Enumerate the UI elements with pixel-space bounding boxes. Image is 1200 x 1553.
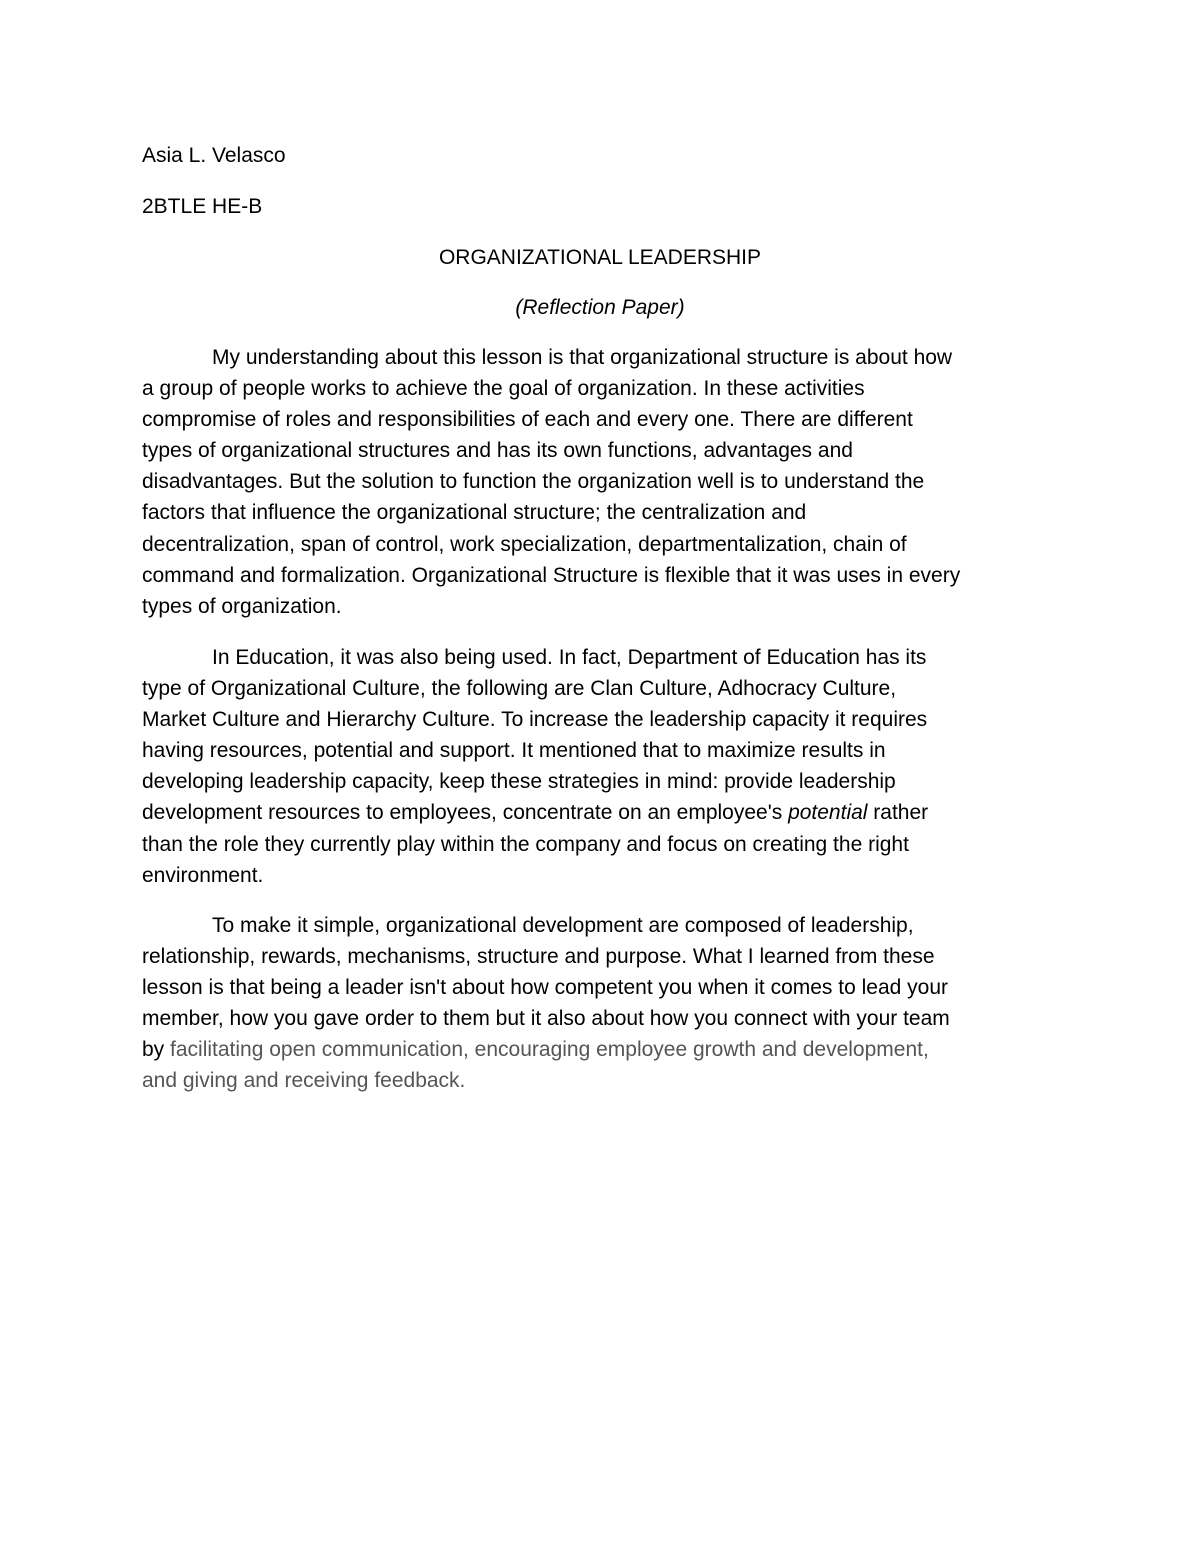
- paragraph-line: disadvantages. But the solution to function the organization well is to understand the: [142, 470, 925, 494]
- paragraph-line: than the role they currently play within the company and focus on creating the right: [142, 832, 909, 856]
- paragraph-line-faded: and giving and receiving feedback.: [142, 1069, 466, 1093]
- paragraph-line: lesson is that being a leader isn't about how competent you when it comes to lead your: [142, 976, 948, 1000]
- author-name: Asia L. Velasco: [142, 144, 286, 167]
- paragraph-line: types of organizational structures and has its own functions, advantages and: [142, 439, 853, 463]
- paragraph-line: type of Organizational Culture, the following are Clan Culture, Adhocracy Culture,: [142, 677, 897, 701]
- paragraph-line: command and formalization. Organizational Structure is flexible that it was uses in every: [142, 563, 961, 587]
- paragraph-3: [142, 910, 1082, 1097]
- paragraph-2: [142, 642, 1082, 891]
- paragraph-line: compromise of roles and responsibilities of each and every one. There are different: [142, 408, 913, 432]
- paragraph-line-emphasis: [142, 797, 1082, 828]
- paragraph-line: relationship, rewards, mechanisms, structure and purpose. What I learned from these: [142, 945, 935, 969]
- paragraph-line: a group of people works to achieve the goal of organization. In these activities: [142, 377, 865, 401]
- paragraph-line: factors that influence the organizational structure; the centralization and: [142, 501, 807, 525]
- paragraph-line: Market Culture and Hierarchy Culture. To increase the leadership capacity it requires: [142, 708, 928, 732]
- mixed-line-faded: facilitating open communication, encouraging employee growth and development,: [170, 1038, 929, 1062]
- paragraph-line: member, how you gave order to them but it also about how you connect with your team: [142, 1007, 950, 1031]
- paragraph-line: environment.: [142, 863, 264, 887]
- paragraph-line: To make it simple, organizational development are composed of leadership,: [212, 914, 914, 937]
- emphasis-line-start: development resources to employees, concentrate on an employee's: [142, 801, 789, 825]
- paragraph-line-mixed: [142, 1034, 1082, 1065]
- emphasis-line-end: rather: [867, 801, 929, 825]
- paragraph-line: developing leadership capacity, keep these strategies in mind: provide leadership: [142, 770, 896, 794]
- paragraph-line: types of organization.: [142, 594, 342, 618]
- document-title: ORGANIZATIONAL LEADERSHIP: [438, 246, 762, 269]
- emphasis-word: potential: [788, 801, 868, 825]
- paragraph-line: My understanding about this lesson is that organizational structure is about how: [212, 346, 953, 369]
- mixed-line-start: by: [142, 1038, 171, 1062]
- paragraph-line: decentralization, span of control, work specialization, departmentalization, chain of: [142, 532, 907, 556]
- class-section: 2BTLE HE-B: [142, 195, 263, 218]
- paragraph-1: [142, 342, 1082, 622]
- paragraph-line: In Education, it was also being used. In fact, Department of Education has its: [212, 646, 927, 669]
- paragraph-line: having resources, potential and support. It mentioned that to maximize results in: [142, 739, 886, 763]
- document-subtitle: (Reflection Paper): [515, 296, 685, 319]
